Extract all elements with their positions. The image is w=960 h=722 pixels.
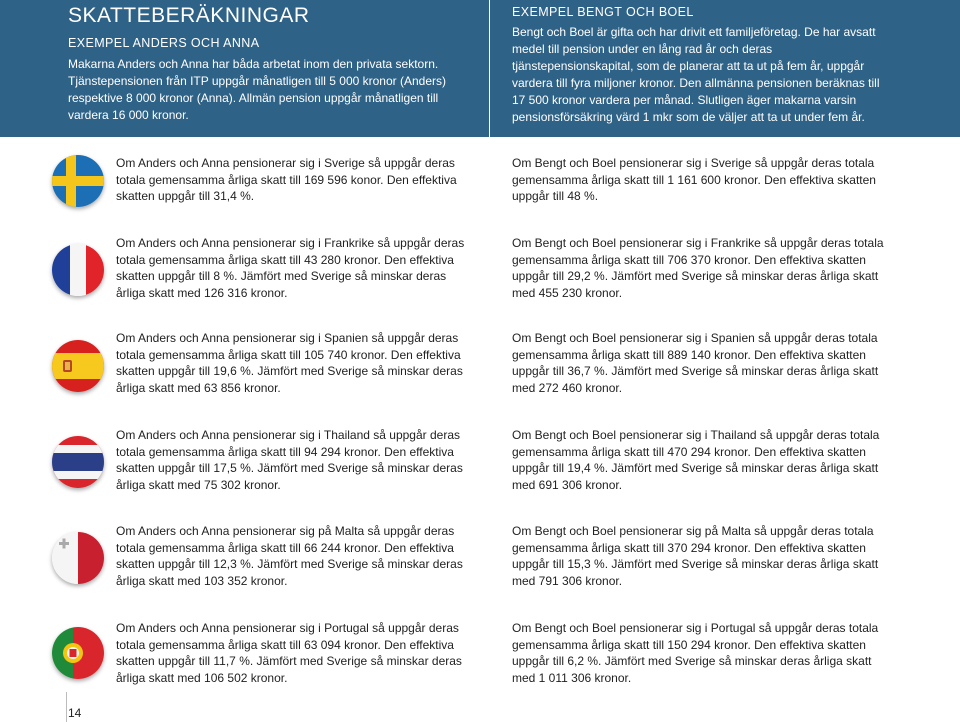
example-anders-anna-text: Makarna Anders och Anna har båda arbetat inom den privata sektorn. Tjänstepensionen från ITP uppgår månatligen till 5 000 kronor (Anders) respektive 8 000 kronor (Anna). Allmän pension uppgår månatligen till vardera 16 000 kronor.: [68, 57, 446, 122]
portugal-bengt-boel-text: Om Bengt och Boel pensionerar sig i Portugal så uppgår deras totala gemensamma årliga skatt till 150 294 kronor. Den effektiva skatten uppgår till 6,2 %. Jämfört med Sverige så minskar deras årliga skatt med 1 011 306 kronor.: [512, 621, 879, 685]
example-bengt-boel-text: Bengt och Boel är gifta och har drivit ett familjeföretag. De har avsatt medel till pension under en lång rad år och deras tjänstepensionskapital, som de planerar att ta ut på fem år, uppgår vardera till fyra miljoner kronor. Den allmänna pensionen beräknas till 17 500 kronor vardera per månad. Slutligen äger makarna varsin pensionsförsäkring värd 1 mkr som de väljer att ta ut under fem år.: [512, 25, 880, 124]
page-number: 14: [68, 706, 82, 720]
example-bengt-boel-heading: EXEMPEL BENGT OCH BOEL: [512, 5, 694, 19]
malta-flag-icon: [52, 532, 104, 584]
spain-anders-anna-text: Om Anders och Anna pensionerar sig i Spanien så uppgår deras totala gemensamma årliga skatt till 105 740 kronor. Den effektiva skatten uppgår till 19,6 %. Jämfört med Sverige så minskar deras årliga skatt med 63 856 kronor.: [116, 331, 463, 395]
footer-rule: [66, 692, 67, 722]
spain-bengt-boel-text: Om Bengt och Boel pensionerar sig i Spanien så uppgår deras totala gemensamma årliga skatt till 889 140 kronor. Den effektiva skatten uppgår till 36,7 %. Jämfört med Sverige så minskar deras årliga skatt med 272 460 kronor.: [512, 331, 879, 395]
france-anders-anna-text: Om Anders och Anna pensionerar sig i Frankrike så uppgår deras totala gemensamma årliga skatt till 43 280 kronor. Den effektiva skatten uppgår till 8 %. Jämfört med Sverige så minskar deras årliga skatt med 126 316 kronor.: [116, 236, 465, 300]
france-bengt-boel-text: Om Bengt och Boel pensionerar sig i Frankrike så uppgår deras totala gemensamma årliga skatt till 706 370 kronor. Den effektiva skatten uppgår till 29,2 %. Jämfört med Sverige så minskar deras årliga skatt med 455 230 kronor.: [512, 236, 884, 300]
sweden-flag-icon: [52, 155, 104, 207]
thailand-anders-anna-text: Om Anders och Anna pensionerar sig i Thailand så uppgår deras totala gemensamma årliga skatt till 94 294 kronor. Den effektiva skatten uppgår till 17,5 %. Jämfört med Sverige så minskar deras årliga skatt med 75 302 kronor.: [116, 428, 463, 492]
thailand-bengt-boel-text: Om Bengt och Boel pensionerar sig i Thailand så uppgår deras totala gemensamma årliga skatt till 470 294 kronor. Den effektiva skatten uppgår till 19,4 %. Jämfört med Sverige så minskar deras årliga skatt med 691 306 kronor.: [512, 428, 880, 492]
thailand-flag-icon: [52, 436, 104, 488]
spain-flag-icon: [52, 340, 104, 392]
banner-divider: [489, 0, 490, 137]
page-title: SKATTEBERÄKNINGAR: [68, 4, 310, 27]
sweden-bengt-boel-text: Om Bengt och Boel pensionerar sig i Sverige så uppgår deras totala gemensamma årliga skatt till 1 161 600 kronor. Den effektiva skatten uppgår till 48 %.: [512, 156, 876, 203]
france-flag-icon: [52, 244, 104, 296]
portugal-anders-anna-text: Om Anders och Anna pensionerar sig i Portugal så uppgår deras totala gemensamma årliga skatt till 63 094 kronor. Den effektiva skatten uppgår till 11,7 %. Jämfört med Sverige så minskar deras årliga skatt med 106 502 kronor.: [116, 621, 462, 685]
sweden-anders-anna-text: Om Anders och Anna pensionerar sig i Sverige så uppgår deras totala gemensamma årliga skatt till 169 596 konor. Den effektiva skatten uppgår till 31,4 %.: [116, 156, 457, 203]
header-banner: [0, 0, 960, 137]
malta-anders-anna-text: Om Anders och Anna pensionerar sig på Malta så uppgår deras totala gemensamma årliga skatt till 66 244 kronor. Den effektiva skatten uppgår till 12,3 %. Jämfört med Sverige så minskar deras årliga skatt med 103 352 kronor.: [116, 524, 463, 588]
example-anders-anna-heading: EXEMPEL ANDERS OCH ANNA: [68, 36, 260, 50]
malta-bengt-boel-text: Om Bengt och Boel pensionerar sig på Malta så uppgår deras totala gemensamma årliga skatt till 370 294 kronor. Den effektiva skatten uppgår till 15,3 %. Jämfört med Sverige så minskar deras årliga skatt med 791 306 kronor.: [512, 524, 879, 588]
portugal-flag-icon: [52, 627, 104, 679]
